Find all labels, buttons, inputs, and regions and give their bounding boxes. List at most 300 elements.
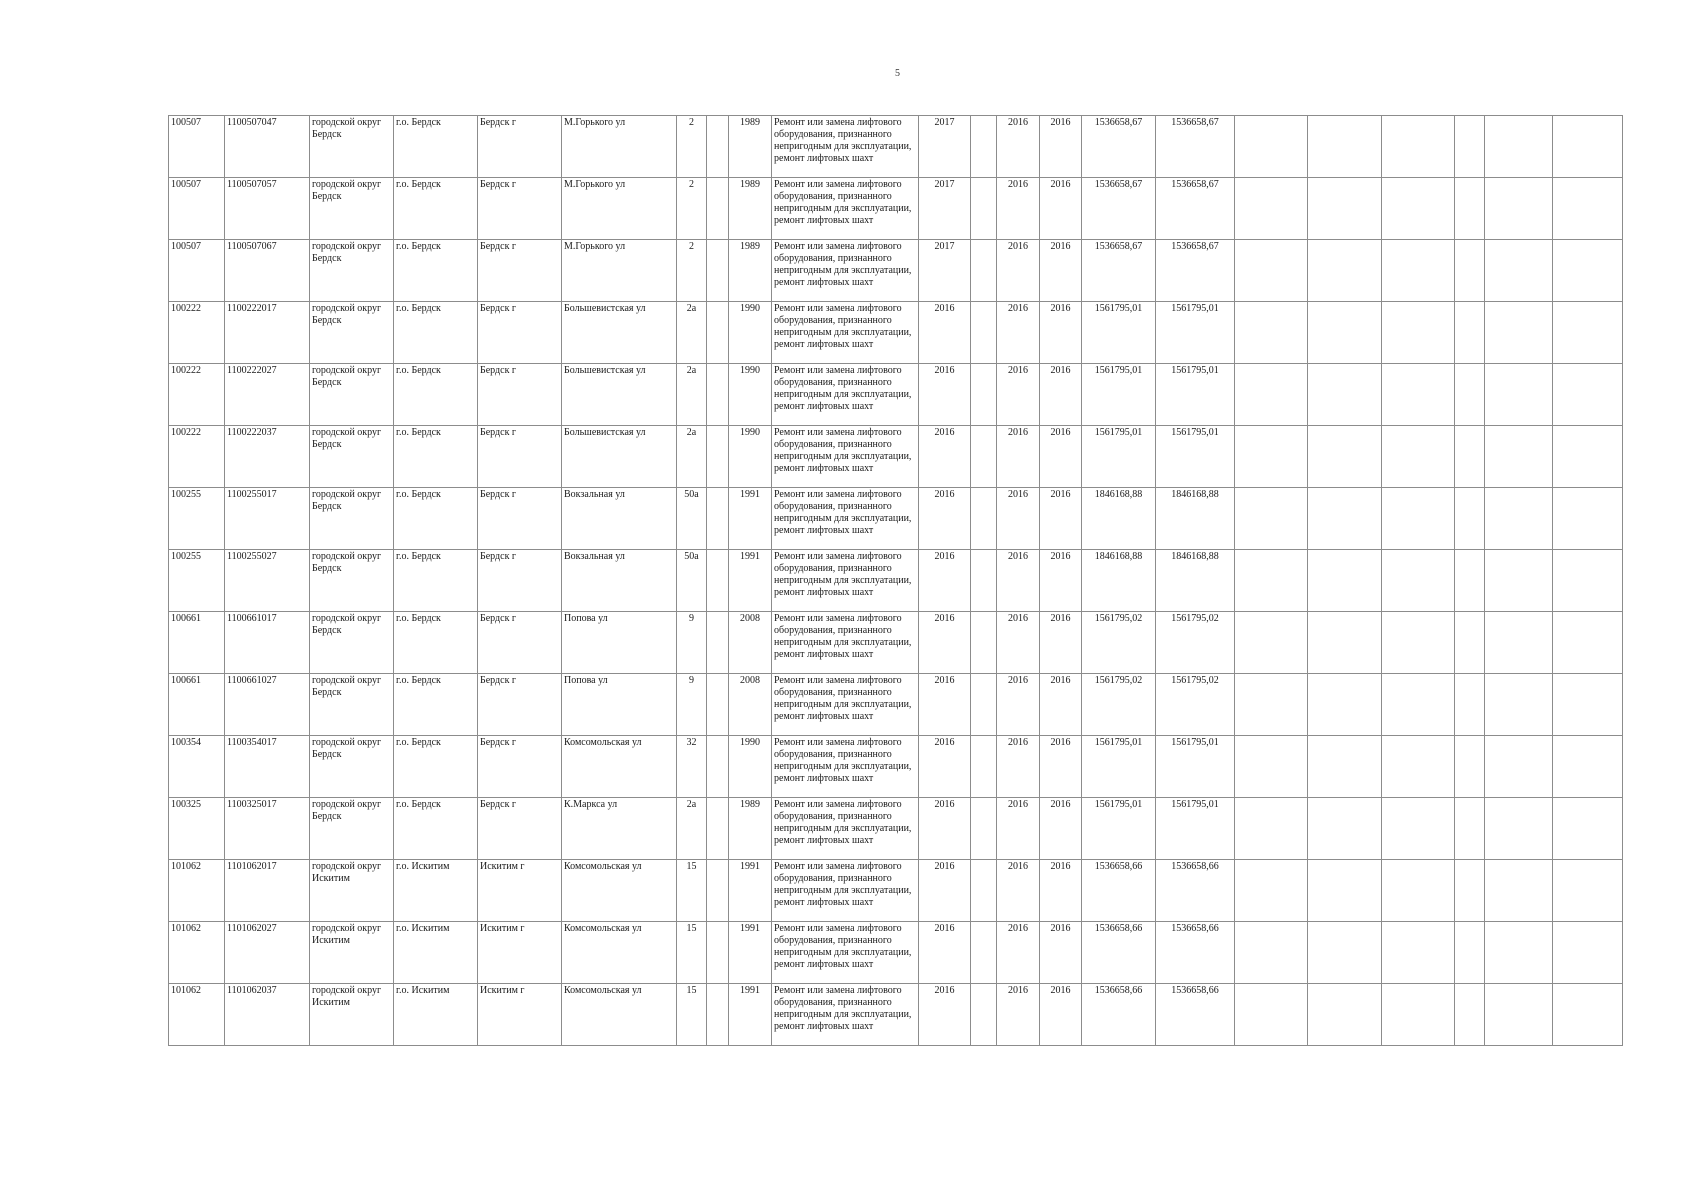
row-extra	[971, 550, 997, 612]
row-house: 2	[677, 116, 707, 178]
row-empty-cell	[1382, 116, 1455, 178]
row-district: городской округ Бердск	[310, 116, 394, 178]
row-cost-fund: 1536658,67	[1156, 116, 1235, 178]
table-row	[169, 860, 1623, 922]
row-house: 15	[677, 860, 707, 922]
row-empty-cell	[1382, 550, 1455, 612]
row-district: городской округ Бердск	[310, 612, 394, 674]
row-cost-total: 1536658,66	[1082, 984, 1156, 1046]
row-empty-cell	[1235, 736, 1308, 798]
row-id: 101062	[169, 984, 225, 1046]
row-year-built: 2008	[729, 674, 772, 736]
row-start-year: 2016	[997, 116, 1040, 178]
row-empty-cell	[1485, 178, 1553, 240]
row-district: городской округ Бердск	[310, 364, 394, 426]
row-end-year: 2016	[1040, 922, 1082, 984]
row-code: 1101062017	[225, 860, 310, 922]
row-municipality: г.о. Бердск	[394, 426, 478, 488]
row-empty-cell	[1485, 736, 1553, 798]
row-municipality: г.о. Бердск	[394, 116, 478, 178]
row-empty-cell	[1455, 302, 1485, 364]
row-building	[707, 116, 729, 178]
row-cost-fund: 1561795,02	[1156, 674, 1235, 736]
row-year-built: 1991	[729, 550, 772, 612]
row-street: К.Маркса ул	[562, 798, 677, 860]
row-cost-fund: 1561795,01	[1156, 426, 1235, 488]
row-cost-total: 1561795,01	[1082, 798, 1156, 860]
table-row	[169, 798, 1623, 860]
row-building	[707, 364, 729, 426]
row-house: 2а	[677, 364, 707, 426]
row-house: 50а	[677, 488, 707, 550]
row-id: 100325	[169, 798, 225, 860]
row-district: городской округ Искитим	[310, 922, 394, 984]
row-year-built: 1990	[729, 364, 772, 426]
row-plan-year: 2016	[919, 860, 971, 922]
row-end-year: 2016	[1040, 736, 1082, 798]
row-code: 1100222017	[225, 302, 310, 364]
row-start-year: 2016	[997, 860, 1040, 922]
row-cost-total: 1561795,02	[1082, 612, 1156, 674]
row-empty-cell	[1553, 488, 1623, 550]
table-body	[169, 116, 1623, 1046]
row-empty-cell	[1485, 426, 1553, 488]
row-end-year: 2016	[1040, 674, 1082, 736]
row-cost-total: 1561795,01	[1082, 364, 1156, 426]
row-year-built: 1991	[729, 488, 772, 550]
row-empty-cell	[1308, 984, 1382, 1046]
row-start-year: 2016	[997, 240, 1040, 302]
row-building	[707, 860, 729, 922]
row-house: 32	[677, 736, 707, 798]
row-id: 100222	[169, 364, 225, 426]
row-year-built: 1991	[729, 860, 772, 922]
row-plan-year: 2016	[919, 798, 971, 860]
row-empty-cell	[1235, 178, 1308, 240]
row-empty-cell	[1455, 798, 1485, 860]
row-house: 15	[677, 922, 707, 984]
row-empty-cell	[1382, 240, 1455, 302]
row-work-type: Ремонт или замена лифтового оборудования, признанного непригодным для эксплуатации, ремонт лифтовых шахт	[772, 178, 919, 240]
row-start-year: 2016	[997, 922, 1040, 984]
row-empty-cell	[1455, 364, 1485, 426]
row-empty-cell	[1382, 860, 1455, 922]
row-house: 2а	[677, 426, 707, 488]
row-house: 9	[677, 612, 707, 674]
row-work-type: Ремонт или замена лифтового оборудования, признанного непригодным для эксплуатации, ремонт лифтовых шахт	[772, 612, 919, 674]
row-empty-cell	[1455, 240, 1485, 302]
row-empty-cell	[1235, 798, 1308, 860]
table-row	[169, 736, 1623, 798]
row-plan-year: 2017	[919, 116, 971, 178]
row-municipality: г.о. Бердск	[394, 674, 478, 736]
row-extra	[971, 798, 997, 860]
row-street: Большевистская ул	[562, 364, 677, 426]
row-id: 101062	[169, 922, 225, 984]
row-empty-cell	[1235, 240, 1308, 302]
row-street: М.Горького ул	[562, 178, 677, 240]
table-row	[169, 674, 1623, 736]
row-street: Комсомольская ул	[562, 736, 677, 798]
row-cost-fund: 1561795,01	[1156, 302, 1235, 364]
row-locality: Бердск г	[478, 736, 562, 798]
row-cost-fund: 1536658,66	[1156, 922, 1235, 984]
row-district: городской округ Бердск	[310, 550, 394, 612]
row-extra	[971, 240, 997, 302]
row-start-year: 2016	[997, 426, 1040, 488]
row-municipality: г.о. Искитим	[394, 984, 478, 1046]
row-cost-fund: 1561795,01	[1156, 736, 1235, 798]
row-empty-cell	[1382, 488, 1455, 550]
row-start-year: 2016	[997, 798, 1040, 860]
row-code: 1101062037	[225, 984, 310, 1046]
row-empty-cell	[1308, 488, 1382, 550]
row-house: 2	[677, 178, 707, 240]
row-empty-cell	[1553, 302, 1623, 364]
row-end-year: 2016	[1040, 860, 1082, 922]
row-house: 2а	[677, 798, 707, 860]
row-plan-year: 2017	[919, 240, 971, 302]
row-empty-cell	[1553, 178, 1623, 240]
row-municipality: г.о. Бердск	[394, 302, 478, 364]
row-empty-cell	[1485, 798, 1553, 860]
row-cost-fund: 1536658,66	[1156, 860, 1235, 922]
row-plan-year: 2016	[919, 302, 971, 364]
row-extra	[971, 674, 997, 736]
row-street: Комсомольская ул	[562, 860, 677, 922]
row-id: 100661	[169, 674, 225, 736]
row-building	[707, 736, 729, 798]
row-year-built: 1991	[729, 984, 772, 1046]
row-empty-cell	[1382, 798, 1455, 860]
row-code: 1100507047	[225, 116, 310, 178]
row-end-year: 2016	[1040, 426, 1082, 488]
row-municipality: г.о. Искитим	[394, 860, 478, 922]
row-district: городской округ Искитим	[310, 860, 394, 922]
row-empty-cell	[1553, 240, 1623, 302]
row-municipality: г.о. Бердск	[394, 550, 478, 612]
row-district: городской округ Бердск	[310, 798, 394, 860]
row-empty-cell	[1308, 364, 1382, 426]
row-building	[707, 426, 729, 488]
row-empty-cell	[1235, 674, 1308, 736]
row-empty-cell	[1485, 612, 1553, 674]
row-locality: Искитим г	[478, 860, 562, 922]
row-end-year: 2016	[1040, 798, 1082, 860]
row-building	[707, 488, 729, 550]
row-code: 1101062027	[225, 922, 310, 984]
row-cost-total: 1536658,66	[1082, 860, 1156, 922]
row-street: Вокзальная ул	[562, 488, 677, 550]
row-empty-cell	[1308, 860, 1382, 922]
row-building	[707, 302, 729, 364]
row-cost-total: 1561795,01	[1082, 302, 1156, 364]
row-empty-cell	[1235, 922, 1308, 984]
row-empty-cell	[1485, 984, 1553, 1046]
row-empty-cell	[1308, 798, 1382, 860]
row-code: 1100661017	[225, 612, 310, 674]
table-row	[169, 984, 1623, 1046]
row-empty-cell	[1485, 860, 1553, 922]
row-empty-cell	[1382, 612, 1455, 674]
row-municipality: г.о. Искитим	[394, 922, 478, 984]
row-locality: Бердск г	[478, 302, 562, 364]
row-empty-cell	[1553, 116, 1623, 178]
row-empty-cell	[1308, 426, 1382, 488]
row-cost-fund: 1536658,67	[1156, 240, 1235, 302]
row-cost-fund: 1536658,66	[1156, 984, 1235, 1046]
table-row	[169, 426, 1623, 488]
row-empty-cell	[1308, 674, 1382, 736]
row-empty-cell	[1485, 550, 1553, 612]
row-empty-cell	[1308, 302, 1382, 364]
row-empty-cell	[1485, 116, 1553, 178]
row-code: 1100222037	[225, 426, 310, 488]
row-empty-cell	[1485, 488, 1553, 550]
row-extra	[971, 364, 997, 426]
row-work-type: Ремонт или замена лифтового оборудования, признанного непригодным для эксплуатации, ремонт лифтовых шахт	[772, 798, 919, 860]
row-district: городской округ Бердск	[310, 426, 394, 488]
row-plan-year: 2016	[919, 674, 971, 736]
row-district: городской округ Бердск	[310, 736, 394, 798]
row-empty-cell	[1553, 922, 1623, 984]
row-start-year: 2016	[997, 364, 1040, 426]
row-code: 1100222027	[225, 364, 310, 426]
row-plan-year: 2016	[919, 736, 971, 798]
row-start-year: 2016	[997, 736, 1040, 798]
row-empty-cell	[1308, 240, 1382, 302]
row-start-year: 2016	[997, 178, 1040, 240]
row-municipality: г.о. Бердск	[394, 612, 478, 674]
row-building	[707, 240, 729, 302]
row-empty-cell	[1235, 302, 1308, 364]
row-empty-cell	[1235, 364, 1308, 426]
row-municipality: г.о. Бердск	[394, 178, 478, 240]
row-cost-fund: 1561795,01	[1156, 798, 1235, 860]
row-year-built: 1989	[729, 240, 772, 302]
row-id: 101062	[169, 860, 225, 922]
row-work-type: Ремонт или замена лифтового оборудования, признанного непригодным для эксплуатации, ремонт лифтовых шахт	[772, 116, 919, 178]
row-empty-cell	[1235, 488, 1308, 550]
row-street: М.Горького ул	[562, 116, 677, 178]
row-street: Большевистская ул	[562, 426, 677, 488]
row-empty-cell	[1455, 178, 1485, 240]
row-plan-year: 2016	[919, 488, 971, 550]
row-work-type: Ремонт или замена лифтового оборудования, признанного непригодным для эксплуатации, ремонт лифтовых шахт	[772, 550, 919, 612]
row-work-type: Ремонт или замена лифтового оборудования, признанного непригодным для эксплуатации, ремонт лифтовых шахт	[772, 240, 919, 302]
row-work-type: Ремонт или замена лифтового оборудования, признанного непригодным для эксплуатации, ремонт лифтовых шахт	[772, 984, 919, 1046]
row-empty-cell	[1455, 922, 1485, 984]
row-cost-total: 1536658,67	[1082, 178, 1156, 240]
row-cost-total: 1561795,01	[1082, 426, 1156, 488]
row-empty-cell	[1455, 426, 1485, 488]
row-cost-fund: 1846168,88	[1156, 550, 1235, 612]
row-start-year: 2016	[997, 550, 1040, 612]
row-district: городской округ Бердск	[310, 178, 394, 240]
row-code: 1100661027	[225, 674, 310, 736]
row-house: 15	[677, 984, 707, 1046]
row-house: 9	[677, 674, 707, 736]
row-code: 1100325017	[225, 798, 310, 860]
row-empty-cell	[1455, 488, 1485, 550]
row-street: Вокзальная ул	[562, 550, 677, 612]
row-empty-cell	[1553, 674, 1623, 736]
row-empty-cell	[1553, 984, 1623, 1046]
row-empty-cell	[1382, 922, 1455, 984]
row-building	[707, 984, 729, 1046]
table-row	[169, 240, 1623, 302]
row-street: Попова ул	[562, 674, 677, 736]
row-plan-year: 2016	[919, 922, 971, 984]
row-locality: Бердск г	[478, 612, 562, 674]
row-extra	[971, 984, 997, 1046]
row-plan-year: 2016	[919, 364, 971, 426]
row-building	[707, 798, 729, 860]
row-end-year: 2016	[1040, 240, 1082, 302]
row-extra	[971, 116, 997, 178]
row-extra	[971, 736, 997, 798]
row-empty-cell	[1235, 116, 1308, 178]
row-year-built: 2008	[729, 612, 772, 674]
row-empty-cell	[1553, 364, 1623, 426]
row-street: Комсомольская ул	[562, 984, 677, 1046]
row-municipality: г.о. Бердск	[394, 488, 478, 550]
row-empty-cell	[1553, 798, 1623, 860]
row-district: городской округ Бердск	[310, 674, 394, 736]
table-row	[169, 178, 1623, 240]
row-work-type: Ремонт или замена лифтового оборудования, признанного непригодным для эксплуатации, ремонт лифтовых шахт	[772, 302, 919, 364]
row-cost-total: 1536658,66	[1082, 922, 1156, 984]
row-locality: Искитим г	[478, 922, 562, 984]
row-extra	[971, 922, 997, 984]
row-street: М.Горького ул	[562, 240, 677, 302]
row-empty-cell	[1553, 426, 1623, 488]
row-empty-cell	[1382, 426, 1455, 488]
table-row	[169, 488, 1623, 550]
row-code: 1100255017	[225, 488, 310, 550]
row-building	[707, 550, 729, 612]
row-locality: Бердск г	[478, 426, 562, 488]
row-empty-cell	[1308, 612, 1382, 674]
row-empty-cell	[1382, 178, 1455, 240]
row-end-year: 2016	[1040, 116, 1082, 178]
row-empty-cell	[1235, 612, 1308, 674]
row-empty-cell	[1308, 116, 1382, 178]
row-locality: Искитим г	[478, 984, 562, 1046]
row-district: городской округ Искитим	[310, 984, 394, 1046]
row-empty-cell	[1235, 550, 1308, 612]
row-start-year: 2016	[997, 984, 1040, 1046]
page-number: 5	[895, 68, 900, 79]
row-building	[707, 178, 729, 240]
row-empty-cell	[1308, 550, 1382, 612]
row-plan-year: 2016	[919, 426, 971, 488]
row-empty-cell	[1382, 736, 1455, 798]
row-work-type: Ремонт или замена лифтового оборудования, признанного непригодным для эксплуатации, ремонт лифтовых шахт	[772, 922, 919, 984]
row-municipality: г.о. Бердск	[394, 364, 478, 426]
row-empty-cell	[1485, 364, 1553, 426]
row-id: 100255	[169, 488, 225, 550]
row-start-year: 2016	[997, 488, 1040, 550]
row-extra	[971, 488, 997, 550]
row-year-built: 1989	[729, 178, 772, 240]
row-extra	[971, 860, 997, 922]
row-work-type: Ремонт или замена лифтового оборудования, признанного непригодным для эксплуатации, ремонт лифтовых шахт	[772, 674, 919, 736]
row-plan-year: 2016	[919, 550, 971, 612]
row-locality: Бердск г	[478, 550, 562, 612]
row-empty-cell	[1553, 612, 1623, 674]
row-cost-total: 1846168,88	[1082, 488, 1156, 550]
row-district: городской округ Бердск	[310, 240, 394, 302]
row-work-type: Ремонт или замена лифтового оборудования, признанного непригодным для эксплуатации, ремонт лифтовых шахт	[772, 736, 919, 798]
row-empty-cell	[1235, 860, 1308, 922]
row-extra	[971, 178, 997, 240]
row-end-year: 2016	[1040, 302, 1082, 364]
row-locality: Бердск г	[478, 116, 562, 178]
row-empty-cell	[1382, 364, 1455, 426]
row-empty-cell	[1553, 736, 1623, 798]
row-end-year: 2016	[1040, 364, 1082, 426]
row-year-built: 1989	[729, 798, 772, 860]
row-empty-cell	[1485, 240, 1553, 302]
row-start-year: 2016	[997, 612, 1040, 674]
row-municipality: г.о. Бердск	[394, 736, 478, 798]
row-building	[707, 922, 729, 984]
row-empty-cell	[1485, 922, 1553, 984]
row-locality: Бердск г	[478, 178, 562, 240]
row-code: 1100255027	[225, 550, 310, 612]
row-district: городской округ Бердск	[310, 302, 394, 364]
row-cost-fund: 1846168,88	[1156, 488, 1235, 550]
row-year-built: 1990	[729, 426, 772, 488]
row-id: 100507	[169, 240, 225, 302]
row-street: Попова ул	[562, 612, 677, 674]
row-building	[707, 612, 729, 674]
row-locality: Бердск г	[478, 674, 562, 736]
row-district: городской округ Бердск	[310, 488, 394, 550]
row-year-built: 1991	[729, 922, 772, 984]
row-cost-total: 1536658,67	[1082, 116, 1156, 178]
row-extra	[971, 612, 997, 674]
table-row	[169, 612, 1623, 674]
row-house: 2а	[677, 302, 707, 364]
row-empty-cell	[1455, 674, 1485, 736]
row-empty-cell	[1455, 550, 1485, 612]
row-locality: Бердск г	[478, 364, 562, 426]
table-row	[169, 550, 1623, 612]
row-cost-fund: 1536658,67	[1156, 178, 1235, 240]
row-id: 100354	[169, 736, 225, 798]
row-work-type: Ремонт или замена лифтового оборудования, признанного непригодным для эксплуатации, ремонт лифтовых шахт	[772, 426, 919, 488]
row-extra	[971, 426, 997, 488]
row-cost-fund: 1561795,01	[1156, 364, 1235, 426]
row-empty-cell	[1455, 612, 1485, 674]
row-empty-cell	[1308, 178, 1382, 240]
row-end-year: 2016	[1040, 550, 1082, 612]
row-empty-cell	[1485, 674, 1553, 736]
row-end-year: 2016	[1040, 984, 1082, 1046]
row-empty-cell	[1455, 116, 1485, 178]
row-id: 100661	[169, 612, 225, 674]
row-empty-cell	[1553, 860, 1623, 922]
row-street: Комсомольская ул	[562, 922, 677, 984]
row-locality: Бердск г	[478, 240, 562, 302]
row-work-type: Ремонт или замена лифтового оборудования, признанного непригодным для эксплуатации, ремонт лифтовых шахт	[772, 488, 919, 550]
row-empty-cell	[1485, 302, 1553, 364]
row-empty-cell	[1455, 984, 1485, 1046]
row-empty-cell	[1308, 736, 1382, 798]
row-id: 100222	[169, 302, 225, 364]
